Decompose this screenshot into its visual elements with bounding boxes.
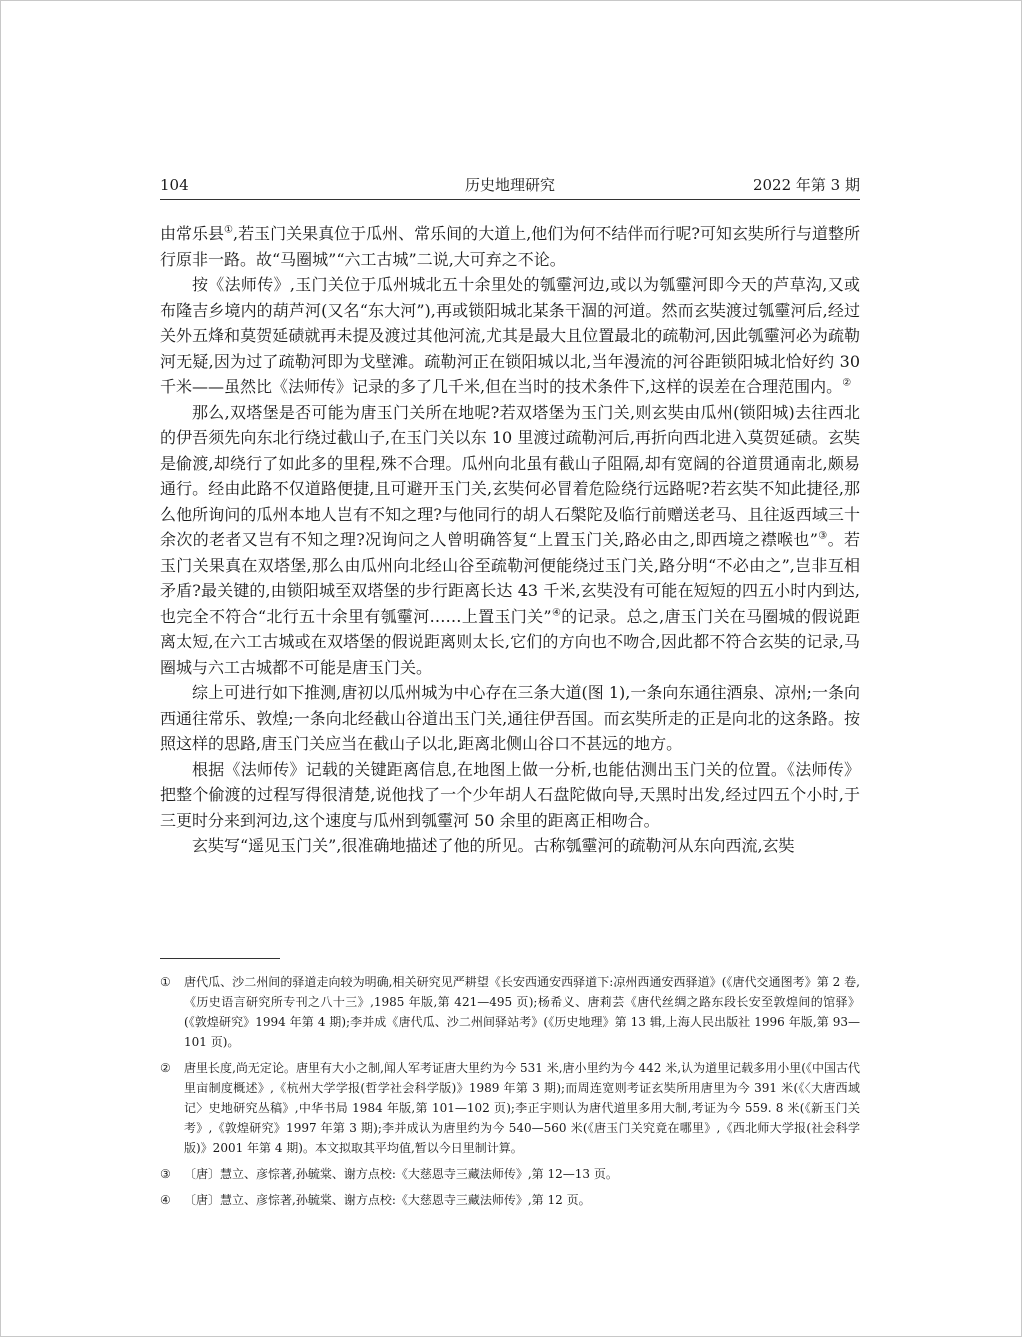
footnote-4 — [160, 1190, 860, 1210]
footnote-rule — [160, 958, 280, 959]
footnote-text: 唐里长度,尚无定论。唐里有大小之制,闻人军考证唐大里约为今 531 米,唐小里约为今 442 米,认为道里记载多用小里(《中国古代里亩制度概述》,《杭州大学学报(哲学社会科学版)》1989 年第 3 期);而周连宽则考证玄奘所用唐里为今 391 米(《〈大唐西域记〉史地研究丛稿》,中华书局 1984 年版,第 101—102 页);李正宇则认为唐代道里多用大制,考证为今 559. 8 米(《新玉门关考》,《敦煌研究》1997 年第 3 期);李并成认为唐里约为今 540—560 米(《唐玉门关究竟在哪里》,《西北师大学报(社会科学版)》2001 年第 4 期)。本文拟取其平均值,暂以今日里制计算。 — [184, 1061, 860, 1155]
footnote-marker: ③ — [160, 1167, 171, 1181]
footnote-ref-1[interactable]: ① — [224, 224, 234, 236]
footnote-marker: ④ — [160, 1193, 171, 1207]
footnote-marker: ① — [160, 975, 171, 989]
paragraph-1: 由常乐县①,若玉门关果真位于瓜州、常乐间的大道上,他们为何不结伴而行呢?可知玄奘所行与道整所行原非一路。故“马圈城”“六工古城”二说,大可弃之不论。 — [160, 224, 860, 269]
footnote-ref-4[interactable]: ④ — [551, 607, 562, 619]
running-header — [160, 174, 860, 196]
paragraph-2: 按《法师传》,玉门关位于瓜州城北五十余里处的瓠𤫊河边,或以为瓠𤫊河即今天的芦草沟,又或布隆吉乡境内的葫芦河(又名“东大河”),再或锁阳城北某条干涸的河道。然而玄奘渡过瓠𤫊河后,经过关外五烽和莫贺延碛就再未提及渡过其他河流,尤其是最大且位置最北的疏勒河,因此瓠𤫊河必为疏勒河无疑,因为过了疏勒河即为戈壁滩。疏勒河正在锁阳城以北,当年漫流的河谷距锁阳城北恰好约 30 千米——虽然比《法师传》记录的多了几千米,但在当时的技术条件下,这样的误差在合理范围内。② — [160, 275, 860, 396]
footnote-text: 〔唐〕慧立、彦悰著,孙毓棠、谢方点校:《大慈恩寺三藏法师传》,第 12—13 页。 — [184, 1167, 618, 1181]
paragraph-4: 综上可进行如下推测,唐初以瓜州城为中心存在三条大道(图 1),一条向东通往酒泉、凉州;一条向西通往常乐、敦煌;一条向北经截山谷道出玉门关,通往伊吾国。而玄奘所走的正是向北的这条路。按照这样的思路,唐玉门关应当在截山子以北,距离北侧山谷口不甚远的地方。 — [160, 683, 860, 753]
paragraph-5: 根据《法师传》记载的关键距离信息,在地图上做一分析,也能估测出玉门关的位置。《法师传》把整个偷渡的过程写得很清楚,说他找了一个少年胡人石盘陀做向导,天黑时出发,经过四五个小时,于三更时分来到河边,这个速度与瓜州到瓠𤫊河 50 余里的距离正相吻合。 — [160, 759, 860, 830]
page-number: 104 — [160, 176, 189, 194]
footnote-1 — [160, 972, 860, 1052]
footnote-ref-2[interactable]: ② — [842, 377, 852, 389]
paragraph-3: 那么,双塔堡是否可能为唐玉门关所在地呢?若双塔堡为玉门关,则玄奘由瓜州(锁阳城)去往西北的伊吾须先向东北行绕过截山子,在玉门关以东 10 里渡过疏勒河后,再折向西北进入莫贺延碛。玄奘是偷渡,却绕行了如此多的里程,殊不合理。瓜州向北虽有截山子阻隔,却有宽阔的谷道贯通南北,颇易通行。经由此路不仅道路便捷,且可避开玉门关,玄奘何必冒着危险绕行远路呢?若玄奘不知此捷径,那么他所询问的瓜州本地人岂有不知之理?与他同行的胡人石槃陀及临行前赠送老马、且往返西域三十余次的老者又岂有不知之理?况询问之人曾明确答复“上置玉门关,路必由之,即西境之襟喉也”③。若玉门关果真在双塔堡,那么由瓜州向北经山谷至疏勒河便能绕过玉门关,路分明“不必由之”,岂非互相矛盾?最关键的,由锁阳城至双塔堡的步行距离长达 43 千米,玄奘没有可能在短短的四五小时内到达,也完全不符合“北行五十余里有瓠𤫊河……上置玉门关”④的记录。总之,唐玉门关在马圈城的假说距离太短,在六工古城或在双塔堡的假说距离则太长,它们的方向也不吻合,因此都不符合玄奘的记录,马圈城与六工古城都不可能是唐玉门关。 — [160, 402, 860, 677]
footnote-text: 唐代瓜、沙二州间的驿道走向较为明确,相关研究见严耕望《长安西通安西驿道下:凉州西通安西驿道》(《唐代交通图考》第 2 卷,《历史语言研究所专刊之八十三》,1985 年版,第 421—495 页);杨希义、唐莉芸《唐代丝绸之路东段长安至敦煌间的馆驿》(《敦煌研究》1994 年第 4 期);李并成《唐代瓜、沙二州间驿站考》(《历史地理》第 13 辑,上海人民出版社 1996 年版,第 93—101 页)。 — [184, 975, 860, 1049]
footnote-marker: ② — [160, 1061, 171, 1075]
footnote-ref-3[interactable]: ③ — [817, 530, 828, 542]
article-body — [160, 221, 860, 859]
journal-title: 历史地理研究 — [464, 176, 555, 194]
footnote-text: 〔唐〕慧立、彦悰著,孙毓棠、谢方点校:《大慈恩寺三藏法师传》,第 12 页。 — [184, 1193, 591, 1207]
issue-label: 2022 年第 3 期 — [752, 176, 860, 194]
footnotes — [160, 972, 860, 1216]
footnote-2 — [160, 1058, 860, 1158]
footnote-3 — [160, 1164, 860, 1184]
paragraph-6: 玄奘写“遥见玉门关”,很准确地描述了他的所见。古称瓠𤫊河的疏勒河从东向西流,玄奘 — [192, 836, 795, 855]
header-rule — [160, 199, 860, 200]
